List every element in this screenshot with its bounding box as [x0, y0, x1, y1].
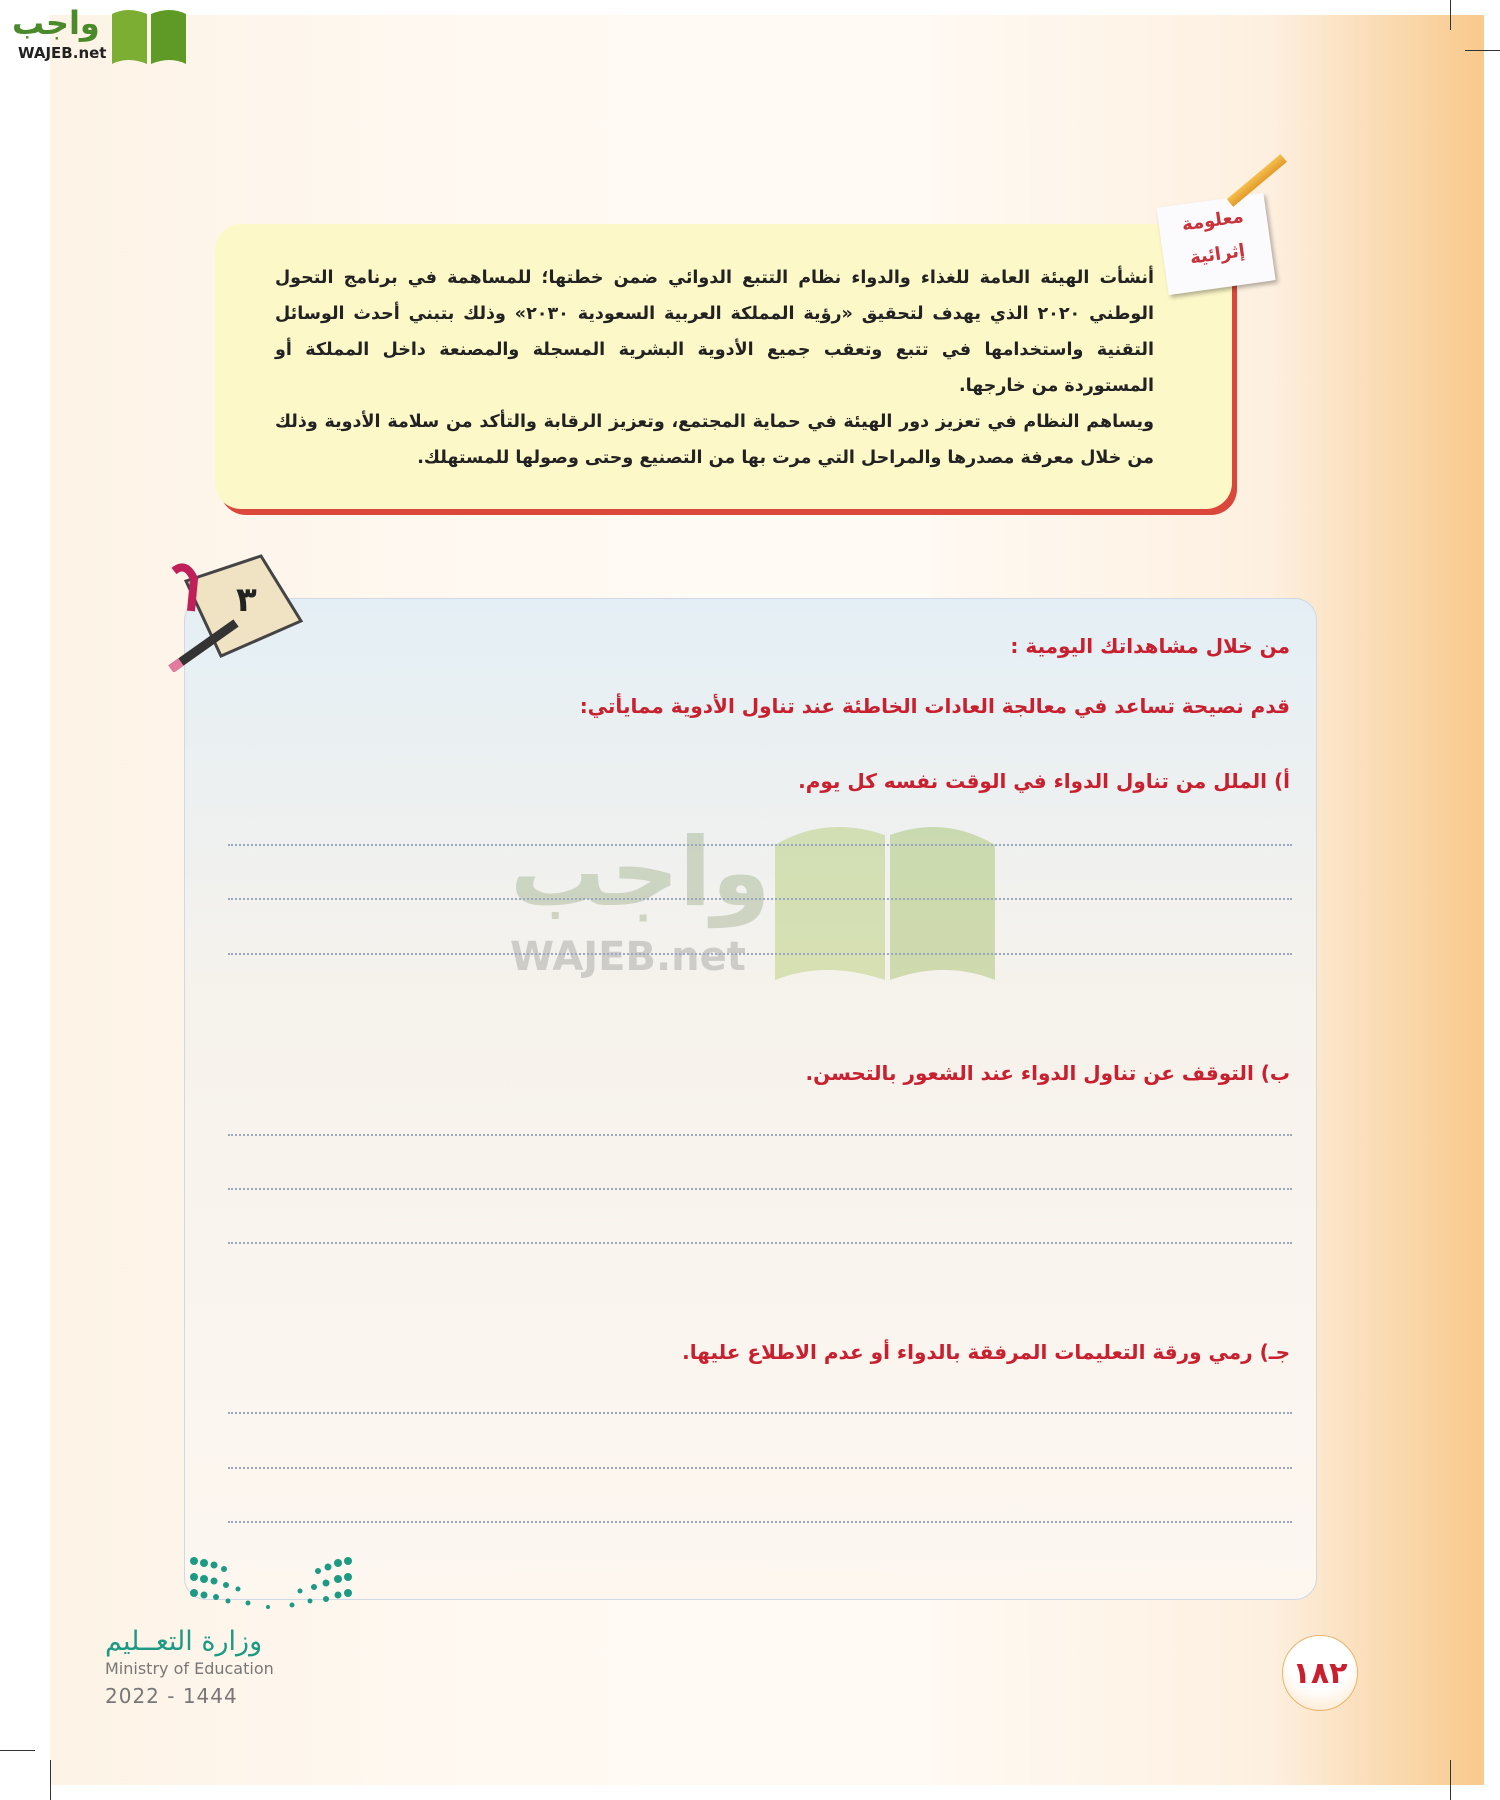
wajeb-logo[interactable] [8, 4, 193, 68]
vision-dots-logo [188, 1555, 358, 1615]
crop-mark [1450, 0, 1451, 30]
activity-intro: من خلال مشاهداتك اليومية : [1010, 634, 1290, 658]
ministry-name-arabic: وزارة التعــليم [105, 1626, 263, 1657]
crop-mark [50, 1760, 51, 1800]
crop-mark [1465, 50, 1500, 51]
enrichment-box [215, 224, 1232, 509]
enrichment-paragraph: أنشأت الهيئة العامة للغذاء والدواء نظام التتبع الدوائي ضمن خطتها؛ للمساهمة في برنامج التحول الوطني ٢٠٢٠ الذي يهدف لتحقيق «رؤية المملكة العربية السعودية ٢٠٣٠» وذلك بتبني أحدث الوسائل التقنية واستخدامها في تتبع وتعقب جميع الأدوية البشرية المسجلة والمصنعة داخل المملكة أو المستوردة من خارجها. [275, 268, 1154, 396]
enrichment-paragraph: ويساهم النظام في تعزيز دور الهيئة في حماية المجتمع، وتعزيز الرقابة والتأكد من سلامة الأدوية وذلك من خلال معرفة مصدرها والمراحل التي مرت بها من التصنيع وحتى وصولها للمستهلك. [275, 412, 1154, 468]
activity-instruction: قدم نصيحة تساعد في معالجة العادات الخاطئة عند تناول الأدوية ممايأتي: [579, 694, 1290, 718]
activity-number: ٣ [236, 580, 257, 620]
book-icon [108, 6, 190, 66]
ministry-name-english: Ministry of Education [105, 1659, 274, 1678]
question-a: أ) الملل من تناول الدواء في الوقت نفسه كل يوم. [798, 769, 1290, 793]
logo-arabic: واجب [12, 4, 100, 42]
question-c: جـ) رمي ورقة التعليمات المرفقة بالدواء أو عدم الاطلاع عليها. [682, 1340, 1290, 1364]
logo-latin: WAJEB.net [18, 44, 107, 62]
answer-line-c2[interactable] [228, 1467, 1292, 1469]
activity-box [184, 598, 1317, 1600]
enrichment-tag [1156, 193, 1275, 295]
watermark-arabic: واجب [510, 818, 771, 928]
edition-year: 2022 - 1444 [105, 1684, 238, 1708]
answer-line-a3[interactable] [228, 953, 1292, 955]
crop-mark [1450, 1760, 1451, 1800]
answer-line-a1[interactable] [228, 844, 1292, 846]
question-b: ب) التوقف عن تناول الدواء عند الشعور بالتحسن. [805, 1061, 1290, 1085]
answer-line-b2[interactable] [228, 1188, 1292, 1190]
watermark-latin: WAJEB.net [510, 934, 746, 980]
tag-line: إثرائية [1188, 240, 1247, 269]
tag-line: معلومة [1180, 206, 1245, 236]
watermark [505, 815, 1000, 985]
notebook-icon [166, 551, 304, 672]
answer-line-c1[interactable] [228, 1412, 1292, 1414]
answer-line-c3[interactable] [228, 1521, 1292, 1523]
answer-line-b3[interactable] [228, 1242, 1292, 1244]
answer-line-a2[interactable] [228, 898, 1292, 900]
answer-line-b1[interactable] [228, 1134, 1292, 1136]
page-number: ١٨٢ [1282, 1635, 1358, 1711]
crop-mark [0, 1750, 35, 1751]
